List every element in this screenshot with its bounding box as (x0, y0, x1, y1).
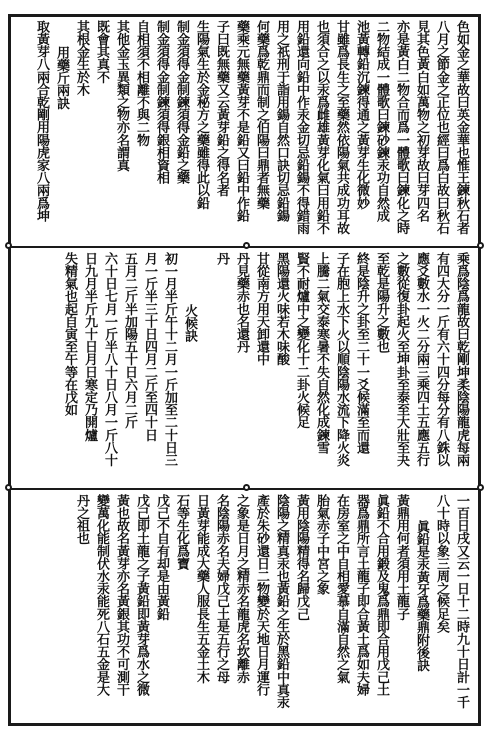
text-column: 丹 (214, 252, 229, 265)
text-column: 黃也故名黃芽亦名黃銀其功不可測干 (114, 494, 129, 696)
text-column: 名陰陽赤名夫婦戊己土是五行之母 (214, 494, 229, 684)
text-column: 既會其真不 (94, 20, 109, 84)
binding-mark-center-lower (243, 484, 250, 491)
text-column: 火候訣 (182, 304, 197, 342)
text-column: 之象是日月之精赤名龍虎名坎離赤 (234, 494, 249, 684)
text-column: 一百日戌又云一日十二時九十日計一千 (454, 494, 469, 709)
text-column: 見其色黃白如萬物之初芽故曰芽四名 (414, 20, 429, 222)
text-column: 其他金玉異類之物亦名謂真 (114, 20, 129, 172)
text-column: 日九月半斤九十日月日寒定乃開爐 (82, 252, 97, 442)
text-column: 亦是黃白二物合而爲一體歌曰鍊化之時 (394, 20, 409, 235)
text-column: 黃鼎用何者須用土龍子 (394, 494, 409, 621)
text-column: 失精氣也起自寅至午等在戊如 (62, 252, 77, 416)
text-column: 月一斤半三十日四月二斤至四十日 (142, 252, 157, 442)
binding-mark-right-lower (477, 484, 484, 491)
binding-mark-left-upper (5, 242, 12, 249)
text-column: 制金須得金制鍊須得金鉛之藥 (174, 20, 189, 184)
text-column: 產於朱砂還日二物變於天地日月運行 (254, 494, 269, 696)
text-column: 何藥爲乾鼎而制之伯陽曰鼎者無藥 (254, 20, 269, 210)
text-column: 五月二斤半加陽五十日六月二斤 (122, 252, 137, 429)
text-column: 上騰二氣交泰寒暑不失自然化成鍊雪 (314, 252, 329, 454)
text-column: 至乾是陽升之數也 (374, 252, 389, 353)
text-column: 也須合之以汞爲雌雄黃芽化氣曰用鉛不 (314, 20, 329, 235)
text-column: 應爻數水一火二分兩三乘四土五應五行 (414, 252, 429, 467)
text-column: 初一月半斤午十二月一斤加至二十日三 (162, 252, 177, 467)
text-column: 黑陽還火味若木味酸 (274, 252, 289, 366)
text-column: 丹見藥赤也名還丹 (234, 252, 249, 353)
text-column: 戊己不自有却是由黃鉛 (154, 494, 169, 621)
text-column: 自相須不相離不與二物 (134, 20, 149, 147)
text-column: 色如金之華故曰英金華也惟王鍊秋石者 (454, 20, 469, 235)
text-column (200, 252, 210, 484)
text-column: 黃用陰陽精得名歸戊己 (294, 494, 309, 621)
text-column: 丹之祖也 (74, 494, 89, 545)
text-column: 池黃轉鉛沉鍊得通之黃芽生化微妙 (354, 20, 369, 210)
text-column: 陰陽之精真汞也黃鉛之生於黑鉛中真汞 (274, 494, 289, 709)
text-column: 戊己即土龍之子黃鉛即黃芽爲水之微 (134, 494, 149, 696)
text-column: 子曰既無藥又云黃芽鉛之得名者 (214, 20, 229, 197)
text-column: 其根金生於木 (74, 20, 89, 96)
scripture-page (8, 14, 481, 726)
text-column: 在房室之中自相愛慕自滿自然之氣 (334, 494, 349, 684)
text-register-bottom (19, 494, 470, 722)
text-column: 變萬化能制伏水汞能死八石五金是大 (94, 494, 109, 696)
text-column: 八月之節金之正位也經曰爲白故曰秋石 (434, 20, 449, 235)
text-column: 甘雖爲長生之至藥然依陽氣共成功耳故 (334, 20, 349, 235)
text-column: 用藥斤兩訣 (54, 46, 69, 110)
text-column: 生陽氣生於金秘方之藥雖得此以鉛 (194, 20, 209, 210)
text-column: 賢不耐爐中之變化十二卦火候足 (294, 252, 309, 429)
text-column: 石等生化爲寶 (174, 494, 189, 570)
text-column: 日黃芽能成大藥人服長生五金土木 (194, 494, 209, 684)
text-column: 之數從復卦起火至坤卦至泰至大壯至夬 (394, 252, 409, 467)
text-column: 乘爲陰爲龍故曰乾剛坤柔陰陽龍虎每兩 (454, 252, 469, 467)
binding-mark-center-upper (243, 242, 250, 249)
text-column: 子在胞上水下火以順陰陽水流下降火炎 (334, 252, 349, 467)
text-column: 眞鉛是汞黃牙爲藥鼎附後訣 (414, 520, 429, 672)
text-column: 有四大分一斤有六十四分每分有八銖以 (434, 252, 449, 467)
text-column: 用之祇刑于詣用鍚自然口訣切忌鉛鍚 (274, 20, 289, 222)
text-column: 眞鉛不合用鍛及鬼爲鼎即合用戊己土 (374, 494, 389, 696)
text-column: 胎氣赤子中宮之象 (314, 494, 329, 595)
text-column: 取黃芽八兩合乾剛用陽虎家八兩爲坤 (34, 20, 49, 222)
text-column: 六十日七月一斤半八十日八月一斤八十 (102, 252, 117, 467)
text-register-top (19, 20, 470, 242)
binding-mark-right-upper (477, 242, 484, 249)
text-column: 終是陰升之卦至二十一爻候滿至而還 (354, 252, 369, 454)
text-column: 制金須得金制鍊須得銀相資相 (154, 20, 169, 184)
text-column: 藥乘元無藥黃芽不是鉛又曰鉛中作鉛 (234, 20, 249, 222)
text-column: 用鉛還向鉛中作汞金切忌鉛鍚不得錯雨 (294, 20, 309, 235)
text-column: 甘從南方用天卸還中 (254, 252, 269, 366)
text-column: 二物結成一體歌曰鍊砂鍊汞功自然成 (374, 20, 389, 222)
text-register-middle (19, 252, 470, 484)
binding-mark-left-lower (5, 484, 12, 491)
text-column: 器爲鼎所言土龍子即合黃土爲如夫婦 (354, 494, 369, 696)
text-column: 八十時以象三周之候足矣 (434, 494, 449, 633)
